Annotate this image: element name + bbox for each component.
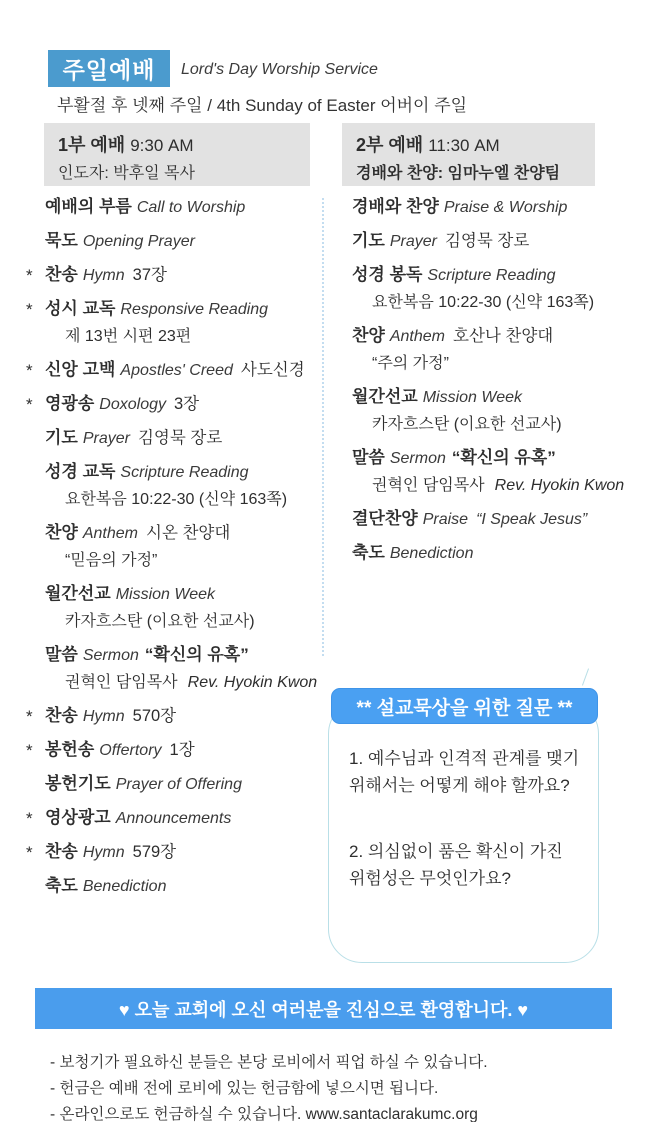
first-service-header: [44, 123, 310, 186]
second-service-title: 2부 예배: [356, 135, 424, 155]
order-item-text: [45, 230, 318, 252]
item-korean-label: 신앙 고백: [45, 360, 116, 379]
item-sub-text: 카자흐스탄 (이요한 선교사): [372, 416, 562, 433]
order-item-text: [352, 508, 633, 530]
item-detail-bold: “확신의 유혹”: [144, 645, 249, 664]
order-item-main-line: [45, 196, 318, 218]
asterisk-spacer: [26, 644, 45, 693]
order-item-main-line: [352, 447, 633, 469]
order-item: [26, 359, 318, 381]
asterisk-spacer: [333, 230, 352, 252]
item-english-label: Announcements: [115, 810, 232, 827]
order-item-sub-line: [352, 292, 633, 313]
item-korean-label: 봉헌기도: [45, 774, 111, 793]
item-english-label: Apostles' Creed: [120, 362, 233, 379]
order-item: [26, 230, 318, 252]
second-service-title-line: [356, 131, 581, 157]
item-english-label: Sermon: [389, 450, 446, 467]
item-english-label: Hymn: [82, 844, 125, 861]
item-korean-label: 말씀: [352, 448, 385, 467]
item-english-label: Scripture Reading: [120, 464, 249, 481]
order-item-main-line: [45, 583, 318, 605]
item-english-label: Praise: [422, 511, 469, 528]
item-korean-label: 축도: [45, 876, 78, 895]
order-item-text: [45, 644, 318, 693]
first-service-title-line: [58, 131, 296, 157]
standing-asterisk: *: [26, 741, 33, 760]
order-item: [26, 644, 318, 693]
item-english-label: Offertory: [99, 742, 162, 759]
asterisk-spacer: [333, 508, 352, 530]
order-item: [26, 196, 318, 218]
worship-service-badge: [48, 50, 170, 87]
item-english-label: Responsive Reading: [120, 301, 269, 318]
order-item-text: [45, 264, 318, 286]
item-detail: 3장: [173, 395, 200, 413]
item-sub-english: Rev. Hyokin Kwon: [494, 477, 625, 494]
item-korean-label: 찬송: [45, 706, 78, 725]
order-item-text: [352, 230, 633, 252]
item-english-label: Opening Prayer: [82, 233, 195, 250]
second-service-order-list: [333, 196, 633, 576]
order-item-sub-line: [352, 475, 633, 496]
order-item: [26, 461, 318, 510]
order-item-main-line: [45, 393, 318, 415]
item-english-label: Hymn: [82, 267, 125, 284]
order-item-main-line: [352, 542, 633, 564]
item-english-label: Scripture Reading: [427, 267, 556, 284]
item-english-label: Doxology: [99, 396, 166, 413]
order-item: [26, 739, 318, 761]
order-item: [26, 264, 318, 286]
order-item-sub-line: [45, 611, 318, 632]
order-item: [26, 773, 318, 795]
order-item-main-line: [45, 807, 318, 829]
order-item-text: [45, 393, 318, 415]
item-sub-text: “주의 가정”: [372, 355, 449, 372]
item-english-label: Prayer: [82, 430, 130, 447]
item-english-label: Anthem: [82, 525, 138, 542]
asterisk-spacer: [333, 542, 352, 564]
order-item-main-line: [45, 841, 318, 863]
welcome-banner: ♥ 오늘 교회에 오신 여러분을 진심으로 환영합니다. ♥: [35, 988, 612, 1029]
order-item-main-line: [45, 298, 318, 320]
order-item-main-line: [45, 522, 318, 544]
item-detail: 김영묵 장로: [137, 429, 223, 447]
item-korean-label: 찬양: [45, 523, 78, 542]
item-detail: 570장: [132, 707, 177, 725]
sermon-question-2: 2. 의심없이 품은 확신이 가진 위험성은 무엇인가요?: [349, 842, 563, 888]
item-korean-label: 말씀: [45, 645, 78, 664]
item-korean-label: 찬송: [45, 265, 78, 284]
order-item-main-line: [45, 773, 318, 795]
order-item-main-line: [45, 264, 318, 286]
item-korean-label: 경배와 찬양: [352, 197, 439, 216]
item-korean-label: 기도: [45, 428, 78, 447]
item-korean-label: 찬양: [352, 326, 385, 345]
item-korean-label: 예배의 부름: [45, 197, 132, 216]
order-item-main-line: [45, 427, 318, 449]
order-item-text: [45, 807, 318, 829]
item-english-label: Prayer: [389, 233, 437, 250]
sermon-questions-title: ** 설교묵상을 위한 질문 **: [331, 688, 598, 724]
order-item: [333, 447, 633, 496]
item-korean-label: 기도: [352, 231, 385, 250]
order-item-text: [45, 583, 318, 632]
item-english-label: Hymn: [82, 708, 125, 725]
item-english-label: Call to Worship: [136, 199, 246, 216]
asterisk-spacer: [26, 773, 45, 795]
order-item: [26, 298, 318, 347]
asterisk-spacer: [333, 196, 352, 218]
order-item-text: [45, 705, 318, 727]
standing-asterisk: *: [26, 707, 33, 726]
item-korean-label: 성시 교독: [45, 299, 116, 318]
asterisk-spacer: [26, 427, 45, 449]
order-item: [26, 583, 318, 632]
order-item-main-line: [352, 196, 633, 218]
order-item: [26, 427, 318, 449]
item-korean-label: 찬송: [45, 842, 78, 861]
asterisk-spacer: [26, 875, 45, 897]
asterisk-spacer: [333, 325, 352, 374]
service-title-english: Lord's Day Worship Service: [181, 61, 378, 78]
order-item-text: [352, 264, 633, 313]
sermon-question-1: 1. 예수님과 인격적 관계를 맺기 위해서는 어떻게 해야 할까요?: [349, 749, 580, 795]
second-service-time: 11:30 AM: [428, 136, 500, 155]
standing-asterisk: *: [26, 809, 33, 828]
order-item-main-line: [45, 875, 318, 897]
order-item-text: [352, 196, 633, 218]
order-item-sub-line: [45, 326, 318, 347]
order-item-main-line: [45, 644, 318, 666]
order-item: [26, 522, 318, 571]
order-item-text: [45, 522, 318, 571]
item-sub-text: “믿음의 가정”: [65, 552, 158, 569]
order-item: [333, 264, 633, 313]
item-detail: 호산나 찬양대: [453, 327, 554, 345]
footer-note-line: - 헌금은 예배 전에 로비에 있는 헌금함에 넣으시면 됩니다.: [50, 1080, 439, 1097]
asterisk-spacer: [26, 461, 45, 510]
item-english-detail: “I Speak Jesus”: [476, 511, 588, 528]
item-korean-label: 성경 봉독: [352, 265, 423, 284]
footer-notes: [50, 1050, 610, 1122]
order-item-main-line: [45, 705, 318, 727]
item-detail: 1장: [169, 741, 195, 759]
standing-asterisk: *: [26, 300, 33, 319]
service-date-subtitle: 부활절 후 넷째 주일 / 4th Sunday of Easter 어버이 주일: [57, 96, 468, 115]
item-korean-label: 축도: [352, 543, 385, 562]
order-item-main-line: [352, 264, 633, 286]
order-item-sub-line: [45, 489, 318, 510]
badge-label: 주일예배: [62, 57, 156, 83]
item-english-label: Sermon: [82, 647, 139, 664]
item-english-label: Benediction: [82, 878, 167, 895]
asterisk-spacer: [26, 230, 45, 252]
order-item: [333, 508, 633, 530]
item-detail-bold: “확신의 유혹”: [451, 448, 556, 467]
item-detail: 시온 찬양대: [146, 524, 231, 542]
order-item-main-line: [352, 325, 633, 347]
item-korean-label: 결단찬양: [352, 509, 418, 528]
item-detail: 김영묵 장로: [444, 232, 530, 250]
item-english-label: Mission Week: [115, 586, 215, 603]
first-service-leader: 인도자: 박후일 목사: [58, 165, 195, 182]
order-item-text: [352, 325, 633, 374]
order-item: [26, 705, 318, 727]
sermon-questions-box: [328, 697, 599, 963]
order-item-main-line: [352, 230, 633, 252]
order-item-text: [45, 841, 318, 863]
item-korean-label: 성경 교독: [45, 462, 116, 481]
column-divider: [322, 198, 324, 656]
order-item-text: [45, 461, 318, 510]
item-korean-label: 월간선교: [45, 584, 111, 603]
order-item-text: [45, 298, 318, 347]
order-item-sub-line: [45, 550, 318, 571]
standing-asterisk: *: [26, 266, 33, 285]
item-sub-text: 카자흐스탄 (이요한 선교사): [65, 613, 255, 630]
item-english-label: Anthem: [389, 328, 445, 345]
second-service-leader: 경배와 찬양: 임마누엘 찬양팀: [356, 165, 561, 182]
standing-asterisk: *: [26, 843, 33, 862]
item-sub-text: 권혁인 담임목사: [372, 477, 485, 494]
order-item-text: [45, 875, 318, 897]
item-english-label: Prayer of Offering: [115, 776, 242, 793]
question-box-tail: [582, 668, 589, 685]
order-item: [333, 542, 633, 564]
item-english-label: Benediction: [389, 545, 474, 562]
asterisk-spacer: [333, 447, 352, 496]
item-sub-english: Rev. Hyokin Kwon: [187, 674, 318, 691]
first-service-time: 9:30 AM: [130, 136, 194, 155]
asterisk-spacer: [26, 583, 45, 632]
order-item-main-line: [45, 461, 318, 483]
standing-asterisk: *: [26, 395, 33, 414]
item-korean-label: 영광송: [45, 394, 95, 413]
order-item: [333, 386, 633, 435]
order-item-sub-line: [352, 414, 633, 435]
order-item-main-line: [45, 230, 318, 252]
footer-note-line: - 온라인으로도 헌금하실 수 있습니다. www.santaclarakumc.org: [50, 1106, 478, 1122]
order-item-sub-line: [352, 353, 633, 374]
first-service-title: 1부 예배: [58, 135, 126, 155]
order-item-text: [45, 773, 318, 795]
asterisk-spacer: [333, 386, 352, 435]
order-item: [26, 875, 318, 897]
item-sub-text: 권혁인 담임목사: [65, 674, 178, 691]
item-korean-label: 월간선교: [352, 387, 418, 406]
order-item: [26, 393, 318, 415]
item-english-label: Praise & Worship: [443, 199, 568, 216]
item-sub-text: 요한복음 10:22-30 (신약 163쪽): [65, 491, 288, 508]
order-item: [333, 196, 633, 218]
item-detail: 사도신경: [240, 361, 305, 379]
standing-asterisk: *: [26, 361, 33, 380]
order-item: [26, 841, 318, 863]
order-item-sub-line: [45, 672, 318, 693]
item-korean-label: 묵도: [45, 231, 78, 250]
order-item-text: [45, 427, 318, 449]
item-korean-label: 영상광고: [45, 808, 111, 827]
order-item: [333, 325, 633, 374]
order-item-text: [352, 447, 633, 496]
order-item-main-line: [352, 386, 633, 408]
asterisk-spacer: [333, 264, 352, 313]
order-item: [333, 230, 633, 252]
item-korean-label: 봉헌송: [45, 740, 95, 759]
order-item: [26, 807, 318, 829]
order-item-text: [45, 359, 318, 381]
item-sub-text: 제 13번 시편 23편: [65, 328, 192, 345]
order-item-main-line: [45, 359, 318, 381]
order-item-text: [352, 542, 633, 564]
order-item-main-line: [45, 739, 318, 761]
asterisk-spacer: [26, 196, 45, 218]
first-service-order-list: [26, 196, 318, 909]
order-item-main-line: [352, 508, 633, 530]
item-detail: 37장: [132, 266, 167, 284]
footer-note-line: - 보청기가 필요하신 분들은 본당 로비에서 픽업 하실 수 있습니다.: [50, 1054, 488, 1071]
item-english-label: Mission Week: [422, 389, 522, 406]
item-detail: 579장: [132, 843, 177, 861]
order-item-text: [45, 739, 318, 761]
asterisk-spacer: [26, 522, 45, 571]
item-sub-text: 요한복음 10:22-30 (신약 163쪽): [372, 294, 595, 311]
order-item-text: [352, 386, 633, 435]
second-service-header: [342, 123, 595, 186]
order-item-text: [45, 196, 318, 218]
